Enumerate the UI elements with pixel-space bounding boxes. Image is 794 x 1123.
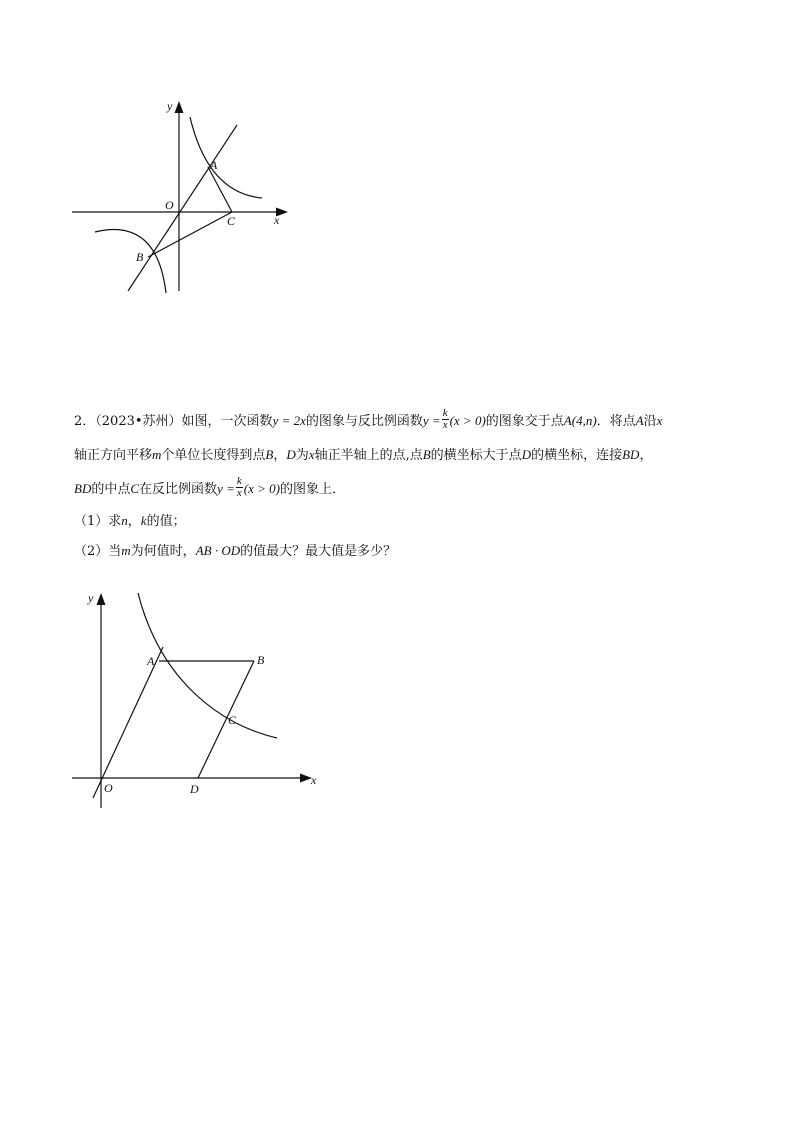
label-x: x <box>311 773 317 787</box>
fraction-numerator: k <box>236 475 242 487</box>
math-var: x <box>656 413 663 428</box>
label-o: O <box>165 198 174 212</box>
label-d: D <box>190 782 199 796</box>
y-axis-arrow <box>97 593 106 605</box>
text: 如图，一次函数 <box>181 414 273 429</box>
math-condition: (x > 0) <box>243 481 280 496</box>
segment-bc <box>148 212 232 257</box>
question-2 <box>74 536 734 566</box>
segment-bd <box>198 661 254 778</box>
text: 沿 <box>643 414 657 429</box>
math-point: A(4,n) <box>563 413 597 428</box>
hyperbola-branch-upper <box>190 117 262 198</box>
label-y: y <box>167 99 173 113</box>
label-y: y <box>88 591 94 605</box>
line-oa <box>93 647 163 798</box>
text: 的横坐标大于点 <box>430 448 522 463</box>
figure-2 <box>60 585 340 815</box>
problem-2 <box>74 404 734 566</box>
fraction-numerator: k <box>442 407 448 419</box>
text: 的图象交于点 <box>485 414 564 429</box>
fraction-denominator: x <box>236 487 242 499</box>
math-var: k <box>140 513 147 528</box>
text: 的图象与反比例函数 <box>305 414 423 429</box>
math-var: D <box>286 447 296 462</box>
text: 的中点 <box>91 482 131 497</box>
problem-number: 2． <box>74 414 96 429</box>
problem-source: （2023•苏州） <box>95 414 182 429</box>
line-through-origin <box>128 125 237 291</box>
text: （2）当 <box>74 544 122 559</box>
math-var: B <box>265 447 274 462</box>
fraction-k-over-x <box>442 408 449 431</box>
figure-1-graph <box>60 95 300 305</box>
segment-ac <box>208 167 232 212</box>
hyperbola-branch-lower <box>95 230 166 293</box>
problem-line-2 <box>74 438 734 472</box>
label-b: B <box>257 653 265 667</box>
math-expr: y = <box>217 481 235 496</box>
problem-line-1 <box>74 404 734 438</box>
math-condition: (x > 0) <box>449 413 486 428</box>
text: （1）求 <box>74 514 122 529</box>
text: ， <box>273 448 287 463</box>
text: 轴正方向平移 <box>74 448 153 463</box>
label-a: A <box>210 158 218 172</box>
text: 的图象上． <box>279 482 345 497</box>
math-var: m <box>121 543 131 558</box>
fraction-denominator: x <box>442 419 448 431</box>
text: ， <box>639 448 653 463</box>
math-expr: y = <box>422 413 441 428</box>
y-axis-arrow <box>175 101 184 113</box>
fraction-k-over-x <box>236 476 243 499</box>
math-var: m <box>152 447 162 462</box>
text: 的横坐标，连接 <box>531 448 623 463</box>
text: ．将点 <box>596 414 636 429</box>
label-a: A <box>147 654 155 668</box>
label-c: C <box>227 214 236 228</box>
figure-2-graph <box>60 585 340 815</box>
text: 为 <box>295 448 309 463</box>
text: 为何值时， <box>130 544 196 559</box>
math-expr: AB · OD <box>195 543 241 558</box>
text: 的值最大？最大值是多少？ <box>240 544 397 559</box>
math-var: x <box>308 447 315 462</box>
label-b: B <box>136 250 144 264</box>
label-c: C <box>228 713 237 727</box>
text: 轴正半轴上的点,点 <box>314 448 423 463</box>
math-var: D <box>521 447 532 462</box>
math-var: n <box>121 513 128 528</box>
problem-line-3 <box>74 472 734 506</box>
math-expr: y = 2x <box>272 413 306 428</box>
text: 个单位长度得到点 <box>161 448 266 463</box>
math-var: B <box>422 447 431 462</box>
text: 的值； <box>146 514 186 529</box>
question-1 <box>74 506 734 536</box>
math-var: BD <box>622 447 640 462</box>
math-var: A <box>635 413 644 428</box>
math-var: C <box>130 481 140 496</box>
figure-1 <box>60 95 300 305</box>
label-x: x <box>274 213 280 227</box>
math-var: BD <box>74 481 92 496</box>
text: ， <box>127 514 141 529</box>
label-o: O <box>104 781 113 795</box>
text: 在反比例函数 <box>139 482 218 497</box>
